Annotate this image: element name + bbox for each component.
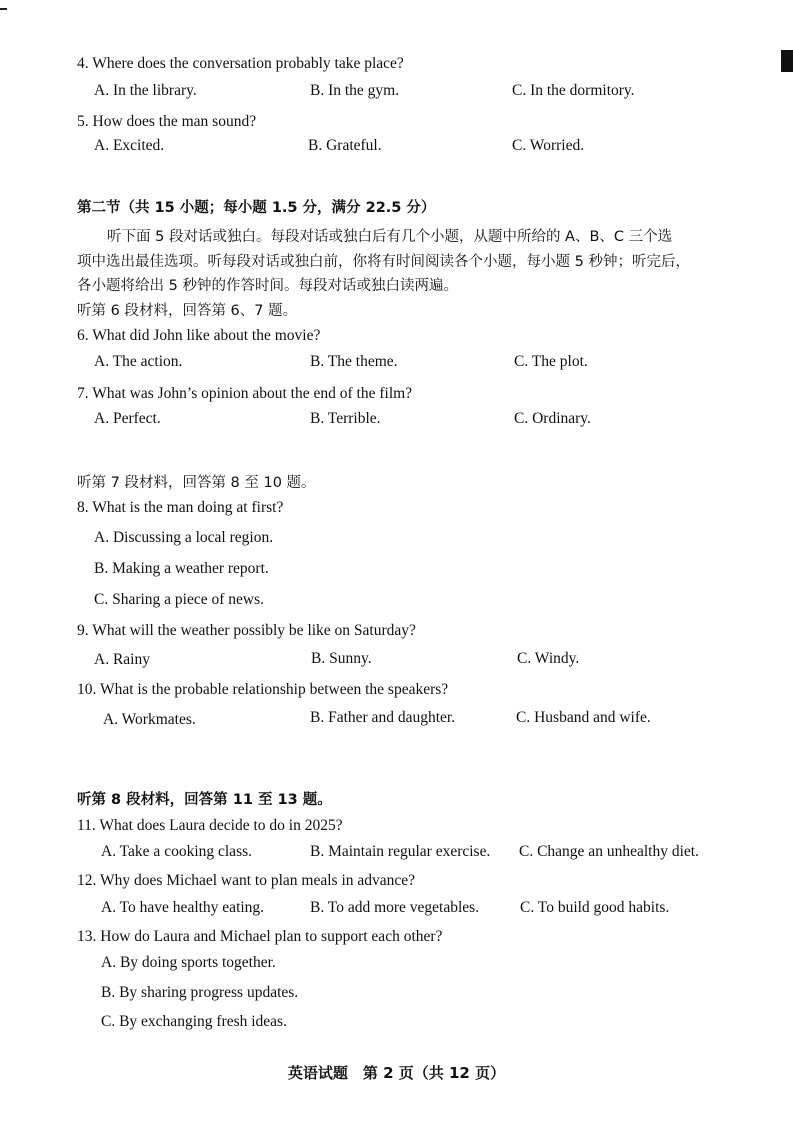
group-intro: 听第 8 段材料，回答第 11 至 13 题。: [77, 792, 332, 808]
instruction-line: 项中选出最佳选项。听每段对话或独白前，你将有时间阅读各个小题，每小题 5 秒钟；听完后，: [77, 254, 690, 270]
group-intro: 听第 6 段材料，回答第 6、7 题。: [77, 303, 298, 319]
question-stem: 9. What will the weather possibly be like on Saturday?: [77, 622, 416, 639]
option-b: B. Grateful.: [308, 137, 382, 154]
instruction-line: 听下面 5 段对话或独白。每段对话或独白后有几个小题，从题中所给的 A、B、C 三个选: [107, 229, 673, 245]
option-c: C. Husband and wife.: [516, 709, 651, 726]
scan-edge-block: [781, 50, 793, 72]
option-c: C. In the dormitory.: [512, 82, 635, 99]
option-c: C. Change an unhealthy diet.: [519, 843, 699, 860]
option-a: A. In the library.: [94, 82, 197, 99]
option-b: B. Terrible.: [310, 410, 381, 427]
option-c: C. Worried.: [512, 137, 585, 154]
option-b: B. In the gym.: [310, 82, 400, 99]
question-stem: 12. Why does Michael want to plan meals in advance?: [77, 872, 416, 889]
instruction-line: 各小题将给出 5 秒钟的作答时间。每段对话或独白读两遍。: [77, 278, 458, 294]
option-c: C. Ordinary.: [514, 410, 591, 427]
scan-corner-mark: [0, 8, 7, 10]
option-c: C. To build good habits.: [520, 899, 670, 916]
question-stem: 13. How do Laura and Michael plan to support each other?: [77, 928, 443, 945]
option-b: B. By sharing progress updates.: [101, 984, 299, 1001]
option-b: B. Father and daughter.: [310, 709, 456, 726]
option-a: A. The action.: [94, 353, 183, 370]
question-stem: 10. What is the probable relationship between the speakers?: [77, 681, 449, 698]
question-stem: 5. How does the man sound?: [77, 113, 257, 130]
option-a: A. Workmates.: [103, 711, 196, 728]
option-a: A. Discussing a local region.: [94, 529, 274, 546]
section-heading: 第二节（共 15 小题；每小题 1.5 分，满分 22.5 分）: [77, 200, 436, 216]
option-b: B. To add more vegetables.: [310, 899, 480, 916]
option-a: A. Excited.: [94, 137, 165, 154]
question-stem: 6. What did John like about the movie?: [77, 327, 321, 344]
option-c: C. Sharing a piece of news.: [94, 591, 265, 608]
option-a: A. By doing sports together.: [101, 954, 276, 971]
option-b: B. Sunny.: [311, 650, 372, 667]
option-a: A. Rainy: [94, 651, 150, 668]
option-c: C. The plot.: [514, 353, 588, 370]
option-a: A. Take a cooking class.: [101, 843, 253, 860]
option-a: A. To have healthy eating.: [101, 899, 265, 916]
option-b: B. Maintain regular exercise.: [310, 843, 491, 860]
option-a: A. Perfect.: [94, 410, 161, 427]
question-stem: 4. Where does the conversation probably take place?: [77, 55, 404, 72]
option-b: B. Making a weather report.: [94, 560, 269, 577]
question-stem: 11. What does Laura decide to do in 2025?: [77, 817, 343, 834]
option-b: B. The theme.: [310, 353, 398, 370]
question-stem: 8. What is the man doing at first?: [77, 499, 284, 516]
option-c: C. Windy.: [517, 650, 580, 667]
group-intro: 听第 7 段材料，回答第 8 至 10 题。: [77, 475, 316, 491]
option-c: C. By exchanging fresh ideas.: [101, 1013, 287, 1030]
question-stem: 7. What was John’s opinion about the end of the film?: [77, 385, 413, 402]
page-footer: 英语试题 第 2 页（共 12 页）: [287, 1064, 506, 1082]
